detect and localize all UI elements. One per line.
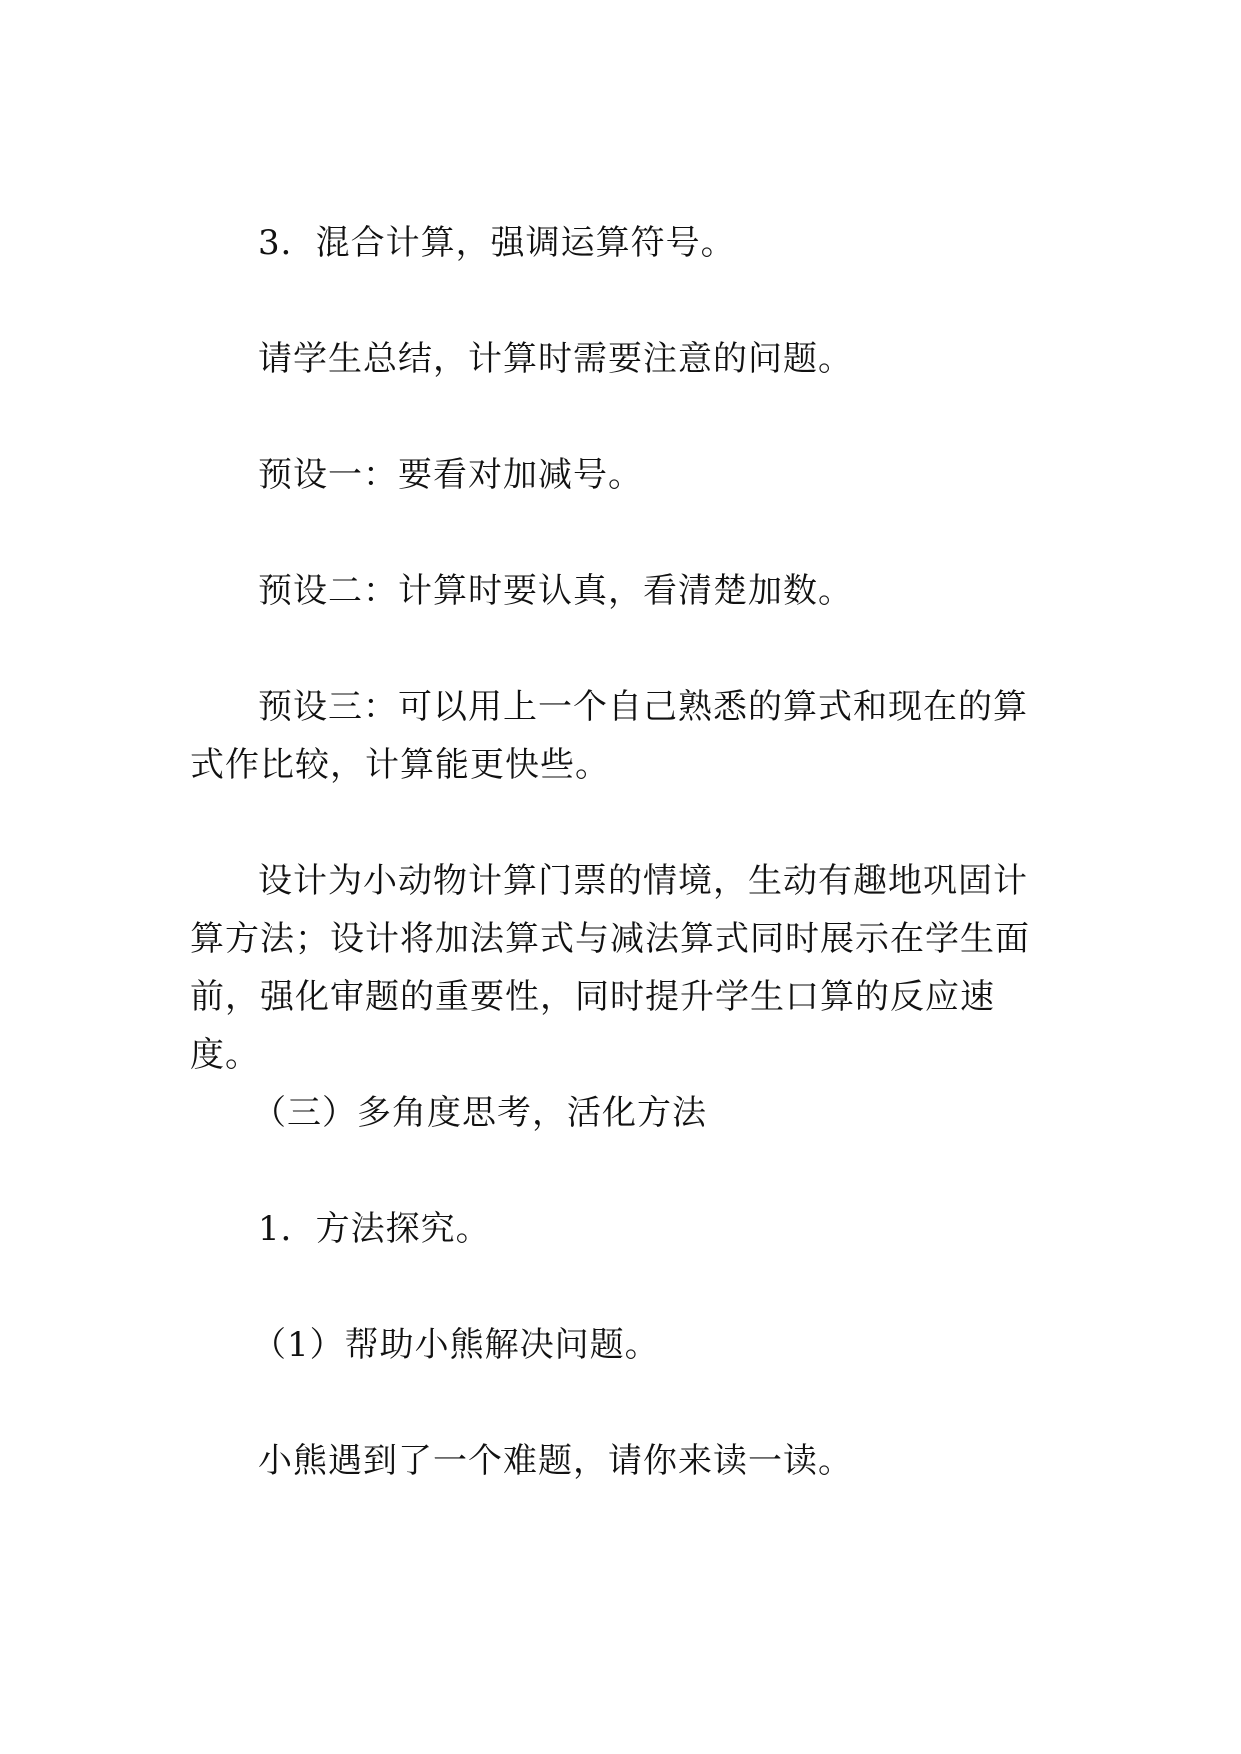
- sub-step-1-heading: （1）帮助小熊解决问题。: [252, 1325, 660, 1365]
- section-3-heading: （三）多角度思考，活化方法: [252, 1093, 707, 1133]
- paragraph-preset-3: 预设三：可以用上一个自己熟悉的算式和现在的算式作比较，计算能更快些。: [190, 687, 1028, 785]
- paragraph-preset-2: 预设二：计算时要认真，看清楚加数。: [258, 571, 853, 611]
- paragraph-preset-1: 预设一：要看对加减号。: [258, 455, 643, 495]
- paragraph-bear-problem: 小熊遇到了一个难题，请你来读一读。: [258, 1441, 853, 1481]
- paragraph-design-intent: 设计为小动物计算门票的情境，生动有趣地巩固计算方法；设计将加法算式与减法算式同时展示在学生面前，强化审题的重要性，同时提升学生口算的反应速度。: [190, 861, 1030, 1075]
- paragraph-student-summary: 请学生总结，计算时需要注意的问题。: [258, 339, 853, 379]
- step-3-heading: 3．混合计算，强调运算符号。: [258, 223, 736, 263]
- step-1-heading: 1．方法探究。: [258, 1209, 491, 1249]
